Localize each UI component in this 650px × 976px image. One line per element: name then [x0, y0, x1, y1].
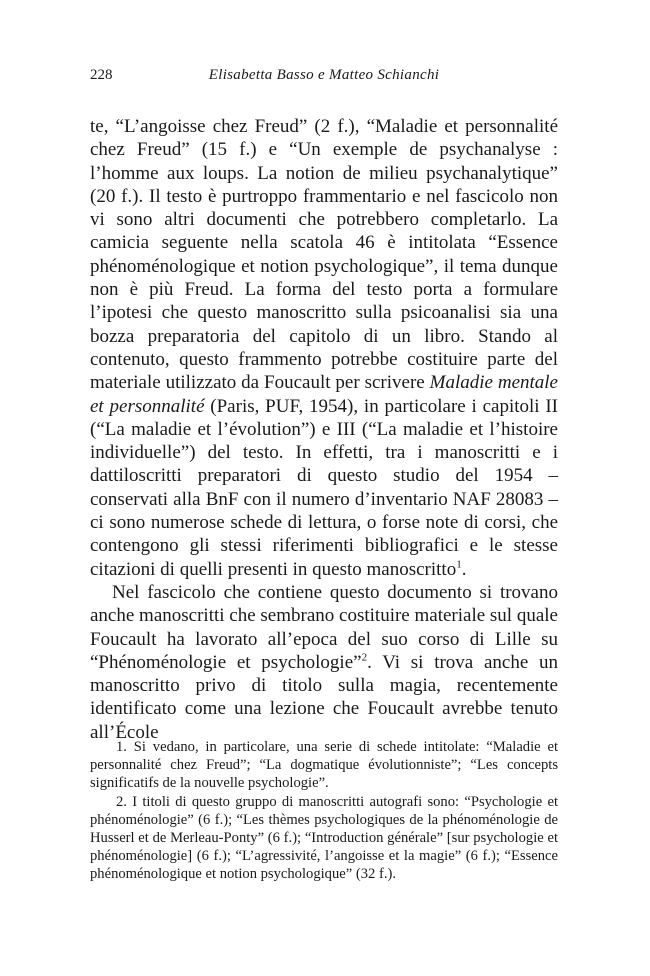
footnotes: [90, 738, 558, 884]
page-number: 228: [90, 67, 113, 83]
paragraph-2-part-a: Nel fascicolo che contiene questo documento si trovano anche manoscritti che sembrano costituire materiale sul quale Foucault ha lavorato all’epoca del suo corso di Lille su “Phénoménologie et psychologie”: [90, 581, 558, 673]
footnote-ref-1: 1: [456, 558, 462, 571]
paragraph-2-part-b: . Vi si trova anche un manoscritto privo di titolo sulla magia, recentemente identificato come una lezione che Foucault avrebbe tenuto all’École: [90, 651, 558, 743]
paragraph-1-part-b: (Paris, PUF, 1954), in particolare i capitoli II (“La maladie et l’évolution”) e III (“La maladie et l’histoire individuelle”) del testo. In effetti, tra i manoscritti e i dattiloscritti preparatori di questo studio del 1954 – conservati alla BnF con il numero d’inventario NAF 28083 – ci sono numerose schede di lettura, o forse note di corsi, che contengono gli stessi riferimenti bibliografici e le stesse citazioni di quelli presenti in questo manoscritto: [90, 395, 559, 580]
footnote-ref-2: 2: [361, 651, 368, 664]
main-text: [90, 115, 558, 744]
paragraph-2: [90, 581, 558, 744]
footnote-1: 1. Si vedano, in particolare, una serie di schede intitolate: “Maladie et personnalité chez Freud”; “La dogmatique évolutionniste”; “Les concepts significatifs de la nouvelle psychologie”.: [90, 739, 558, 792]
paragraph-1: [90, 115, 558, 581]
paragraph-1-part-a: te, “L’angoisse chez Freud” (2 f.), “Maladie et personnalité chez Freud” (15 f.) e “Un exemple de psychanalyse : l’homme aux loups. La notion de milieu psychanalytique” (20 f.). Il testo è purtroppo frammentario e nel fascicolo non vi sono altri documenti che potrebbero completarlo. La camicia seguente nella scatola 46 è intitolata “Essence phénoménologique et notion psychologique”, il tema dunque non è più Freud. La forma del testo porta a formulare l’ipotesi che questo manoscritto sulla psicoanalisi sia una bozza preparatoria del capitolo di un libro. Stando al contenuto, questo frammento potrebbe costituire parte del materiale utilizzato da Foucault per scrivere: [90, 116, 558, 394]
book-title-italic: Maladie mentale et personnalité: [90, 372, 558, 417]
running-head: Elisabetta Basso e Matteo Schianchi: [208, 67, 440, 83]
paragraph-1-end: .: [461, 558, 467, 580]
footnote-2: 2. I titoli di questo gruppo di manoscritti autografi sono: “Psychologie et phénoménologie” (6 f.); “Les thèmes psychologiques de la phénoménologie de Husserl et de Merleau-Ponty” (6 f.); “Introduction générale” [sur psychologie et phénoménologie] (6 f.); “L’agressivité, l’angoisse et la magie” (6 f.); “Essence phénoménologique et notion psychologique” (32 f.).: [90, 793, 558, 883]
